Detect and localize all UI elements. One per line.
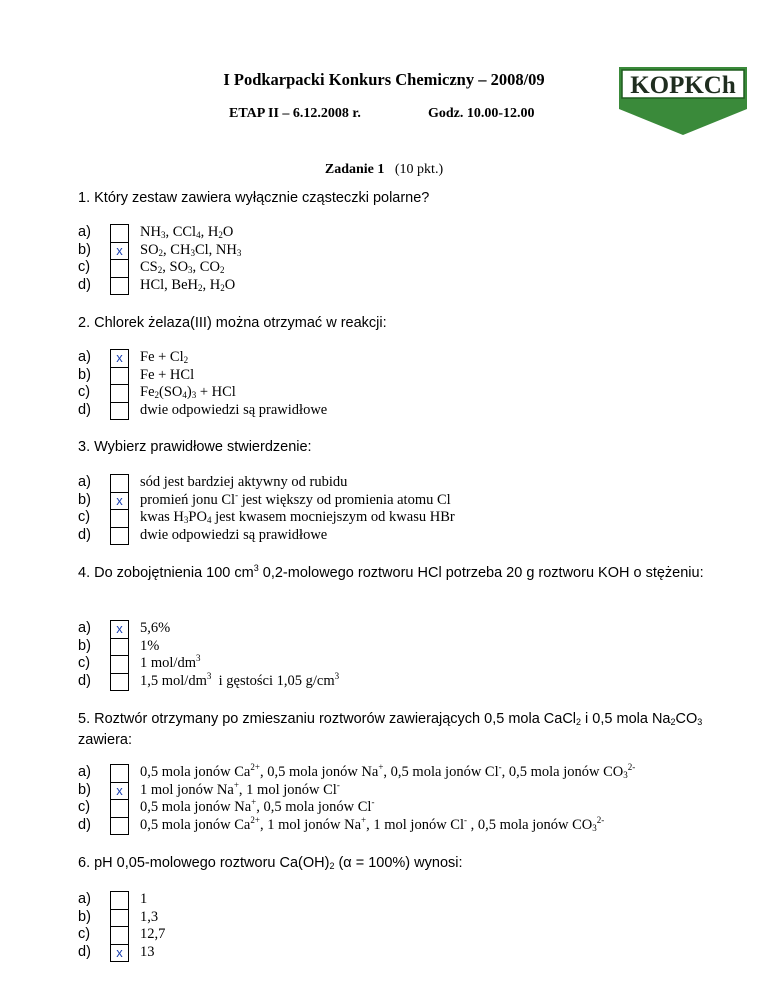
task-label: Zadanie 1: [324, 162, 385, 177]
option-text: kwas $H_3PO_4$ jest kwasem mocniejszym od kwasu HBr: [140, 509, 455, 525]
option-text: 0,5 mola jonów $Ca^{2+}$, 0,5 mola jonów Na+, 0,5 mola jonów Cl-, 0,5 mola jonów $CO_3^{2-}$: [140, 762, 636, 780]
answer-checkbox[interactable]: [110, 509, 129, 527]
option-text: 0,5 mola jonów Na+, 0,5 mola jonów Cl-: [140, 797, 375, 815]
question-number: 6.: [78, 855, 91, 871]
question-text: Chlorek żelaza(III) można otrzymać w reakcji:: [94, 315, 387, 331]
question-number: 3.: [78, 439, 91, 455]
option-text: 1: [140, 891, 148, 907]
answer-checkbox[interactable]: [110, 673, 129, 691]
answer-checkbox[interactable]: [110, 367, 129, 385]
option-text: $NH_3$, CCl$_4$, $H_2O$: [140, 224, 234, 240]
option-text: $CS_2$, $SO_3$, $CO_2$: [140, 259, 225, 275]
answer-checkbox[interactable]: [110, 909, 129, 927]
option-text: 1%: [140, 637, 160, 654]
option-text: 1 mol/$dm^3$: [140, 653, 201, 671]
option-text: 1 mol jonów Na+, 1 mol jonów Cl-: [140, 779, 340, 798]
answer-checkbox[interactable]: [110, 527, 129, 545]
question-text: Który zestaw zawiera wyłącznie cząsteczki polarne?: [94, 190, 430, 206]
exam-page: I Podkarpacki Konkurs Chemiczny – 2008/09 ETAP II – 6.12.2008 r. Godz. 10.00-12.00 KOPKCh Zadanie 1 (10 pkt.) 1. Który zestaw zawiera wyłącznie cząsteczki polarne? a) $NH_3$, CCl$_4$, $H_2O$ b) x $SO_2$, $CH_3Cl$, $NH_3$ c) $CS_2$, $SO_3$, $CO_2$ d) HCl, BeH$_2$, $H_2O$ 2. Chlorek żelaza(III) można otrzymać w reakcji: a) x $Fe + Cl_2$ b) Fe + HCl c) $Fe_2(SO_4)_3$ + HCl d) dwie odpowiedzi są prawidłowe 3. Wybierz prawidłowe stwierdzenie: a) sód jest bardziej aktywny od rubidu b) x promień jonu Cl- jest większy od promienia atomu Cl c) kwas $H_3PO_4$ jest kwasem mocniejszym od kwasu HBr d) dwie odpowiedzi są prawidłowe 4. Do zobojętnienia 100 $cm^3$ 0,2-molowego roztworu HCl potrzeba 20 g roztworu KOH o stężeniu: a) x 5,6% b) 1% c) 1 mol/$dm^3$ d) 1,5 mol/$dm^3$ i gęstości 1,05 $g/cm^3$ 5. Roztwór otrzymany po zmieszaniu roztworów zawierających 0,5 mola CaCl$_2$ i 0,5 mola $Na_2CO_3$ zawiera: a) 0,5 mola jonów $Ca^{2+}$, 0,5 mola jonów Na+, 0,5 mola jonów Cl-, 0,5 mola jonów $CO_3^{2-}$ b) x 1 mol jonów Na+, 1 mol jonów Cl- c) 0,5 mola jonów Na+, 0,5 mola jonów Cl- d) 0,5 mola jonów $Ca^{2+}$, 1 mol jonów Na+, 1 mol jonów Cl- , 0,5 mola jonów $CO_3^{2-}$ 6. pH 0,05-molowego roztworu $Ca(OH)_2$ (α = 100%) wynosi: a) 1 b) 1,3 c) 12,7 d) x 13: [0, 0, 768, 994]
answer-checkbox[interactable]: [110, 638, 129, 656]
option-text: $SO_2$, $CH_3Cl$, $NH_3$: [140, 241, 242, 258]
option-text: 1,3: [140, 908, 159, 925]
answer-checkbox[interactable]: x: [110, 620, 129, 638]
question-6: 6. pH 0,05-molowego roztworu $Ca(OH)_2$ (α = 100%) wynosi:: [78, 855, 463, 871]
stage-date: ETAP II – 6.12.2008 r.: [229, 106, 361, 121]
answer-checkbox[interactable]: x: [110, 242, 129, 260]
option-text: dwie odpowiedzi są prawidłowe: [140, 526, 328, 543]
question-text: Wybierz prawidłowe stwierdzenie:: [94, 439, 312, 455]
question-4: 4. Do zobojętnienia 100 $cm^3$ 0,2-molowego roztworu HCl potrzeba 20 g roztworu KOH o stężeniu:: [78, 563, 704, 581]
kopkch-logo: [617, 65, 749, 137]
answer-checkbox[interactable]: [110, 817, 129, 835]
option-text: promień jonu Cl- jest większy od promienia atomu Cl: [140, 489, 451, 508]
option-text: 13: [140, 943, 155, 960]
question-number: 4.: [78, 565, 91, 581]
option-text: 12,7: [140, 926, 166, 942]
option-text: dwie odpowiedzi są prawidłowe: [140, 401, 328, 418]
task-heading: [0, 162, 768, 178]
answer-checkbox[interactable]: x: [110, 782, 129, 800]
task-points: (10 pkt.): [394, 162, 444, 177]
option-text: 1,5 mol/$dm^3$ i gęstości 1,05 $g/cm^3$: [140, 670, 340, 689]
answer-checkbox[interactable]: [110, 224, 129, 242]
answer-checkbox[interactable]: [110, 891, 129, 909]
option-text: Fe + HCl: [140, 366, 195, 383]
option-text: $Fe_2(SO_4)_3$ + HCl: [140, 384, 236, 400]
question-5: 5. Roztwór otrzymany po zmieszaniu roztworów zawierających 0,5 mola CaCl$_2$ i 0,5 mola $Na_2CO_3$ zawiera:: [78, 711, 703, 748]
answer-checkbox[interactable]: x: [110, 349, 129, 367]
answer-checkbox[interactable]: [110, 259, 129, 277]
answer-checkbox[interactable]: [110, 655, 129, 673]
answer-checkbox[interactable]: [110, 799, 129, 817]
question-3: [78, 437, 718, 458]
answer-checkbox[interactable]: [110, 474, 129, 492]
question-1: [78, 188, 718, 209]
option-text: 0,5 mola jonów $Ca^{2+}$, 1 mol jonów Na+, 1 mol jonów Cl- , 0,5 mola jonów $CO_3^{2-}$: [140, 814, 605, 833]
option-text: $Fe + Cl_2$: [140, 349, 189, 365]
question-number: 2.: [78, 315, 91, 331]
option-text: 5,6%: [140, 620, 171, 636]
question-2: [78, 313, 718, 334]
answer-checkbox[interactable]: [110, 926, 129, 944]
answer-checkbox[interactable]: x: [110, 944, 129, 962]
page-title: I Podkarpacki Konkurs Chemiczny – 2008/09: [223, 70, 545, 89]
answer-checkbox[interactable]: [110, 277, 129, 295]
exam-hours: Godz. 10.00-12.00: [428, 106, 535, 121]
svg-text:KOPKCh: KOPKCh: [630, 72, 736, 99]
answer-checkbox[interactable]: [110, 402, 129, 420]
answer-checkbox[interactable]: [110, 764, 129, 782]
question-number: 1.: [78, 190, 91, 206]
option-text: sód jest bardziej aktywny od rubidu: [140, 474, 348, 490]
option-text: HCl, BeH$_2$, $H_2O$: [140, 276, 236, 293]
answer-checkbox[interactable]: x: [110, 492, 129, 510]
question-number: 5.: [78, 711, 91, 727]
answer-checkbox[interactable]: [110, 384, 129, 402]
